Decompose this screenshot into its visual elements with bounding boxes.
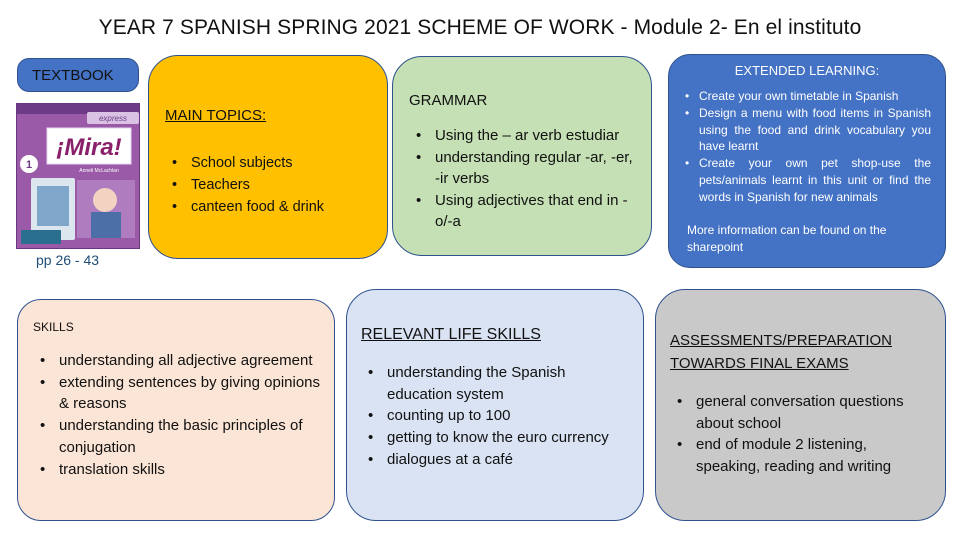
- list-item: • getting to know the euro currency: [361, 427, 633, 449]
- list-item: • canteen food & drink: [165, 196, 387, 218]
- series-tag: express: [98, 114, 128, 123]
- cover-number: 1: [25, 159, 33, 171]
- list-item: • understanding the Spanish education system: [361, 362, 633, 405]
- cover-author: Anneli McLachlan: [79, 168, 119, 174]
- skills-list: [33, 350, 324, 480]
- life-skills-heading: RELEVANT LIFE SKILLS: [361, 326, 541, 343]
- assessments-heading: ASSESSMENTS/PREPARATION TOWARDS FINAL EXAMS: [670, 332, 892, 372]
- main-topics-list: [165, 152, 387, 218]
- list-item: • understanding regular -ar, -er, -ir verbs: [409, 147, 637, 190]
- list-item: • understanding all adjective agreement: [33, 350, 324, 372]
- grammar-heading: GRAMMAR: [409, 92, 488, 109]
- list-item: • Design a menu with food items in Spanish using the food and drink vocabulary you have learnt: [683, 105, 931, 155]
- main-topics-heading: MAIN TOPICS:: [165, 107, 267, 124]
- cover-title: ¡Mira!: [56, 134, 122, 161]
- list-item: • counting up to 100: [361, 405, 633, 427]
- textbook-label: TEXTBOOK: [17, 58, 139, 92]
- list-item: • end of module 2 listening, speaking, reading and writing: [670, 434, 933, 477]
- assessments-list: [670, 391, 933, 478]
- main-topics-panel: [148, 55, 388, 259]
- grammar-panel: [392, 56, 652, 256]
- list-item: • School subjects: [165, 152, 387, 174]
- list-item: • general conversation questions about school: [670, 391, 933, 434]
- list-item: • Using adjectives that end in -o/-a: [409, 190, 637, 233]
- grammar-list: [409, 125, 637, 233]
- skills-heading: SKILLS: [33, 320, 74, 334]
- extended-learning-heading: EXTENDED LEARNING:: [734, 63, 880, 78]
- life-skills-panel: [346, 289, 644, 521]
- textbook-cover-image: [16, 103, 140, 249]
- assessments-panel: [655, 289, 946, 521]
- list-item: • extending sentences by giving opinions & reasons: [33, 372, 324, 415]
- skills-panel: [17, 299, 335, 521]
- extended-learning-panel: [668, 54, 946, 268]
- list-item: • Using the – ar verb estudiar: [409, 125, 637, 147]
- list-item: • Create your own timetable in Spanish: [683, 88, 931, 105]
- list-item: • Create your own pet shop-use the pets/animals learnt in this unit or find the words in Spanish for new animals: [683, 155, 931, 205]
- life-skills-list: [361, 362, 633, 471]
- textbook-pages: pp 26 - 43: [36, 252, 100, 268]
- extended-learning-list: [683, 88, 931, 206]
- page-title: YEAR 7 SPANISH SPRING 2021 SCHEME OF WORK - Module 2- En el instituto: [98, 16, 862, 39]
- list-item: • dialogues at a café: [361, 449, 633, 471]
- list-item: • understanding the basic principles of conjugation: [33, 415, 324, 458]
- list-item: • Teachers: [165, 174, 387, 196]
- cover-art: [17, 104, 140, 249]
- list-item: • translation skills: [33, 459, 324, 481]
- sharepoint-note: More information can be found on the sharepoint: [687, 222, 887, 254]
